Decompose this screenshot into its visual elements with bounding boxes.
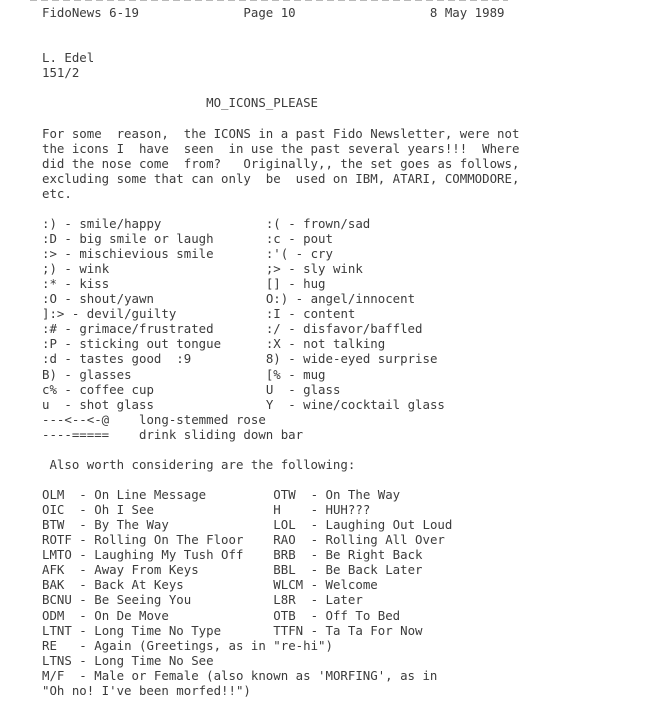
icon-legend [42, 216, 519, 442]
icon-symbol: :) [42, 215, 57, 231]
abbrev-meaning: On Line Message [94, 487, 207, 502]
icon-symbol: :/ [265, 321, 281, 337]
abbrev-meaning: Laughing Out Loud [325, 517, 453, 533]
abbrev-symbol: LMTO [42, 547, 72, 563]
icon-meaning: glass [303, 381, 341, 397]
abbrev-meaning: Be Right Back [325, 547, 423, 563]
icon-meaning: drink sliding down bar [138, 426, 304, 442]
abbrev-row: M/F - Male or Female (also known as 'MORFING', as in [42, 667, 438, 683]
abbrev-symbol: ROTF [42, 532, 72, 548]
abbrev-symbol: BBL [273, 562, 304, 578]
icon-symbol: :'( [265, 246, 289, 261]
icon-row: ]:> - devil/guilty :I - content [42, 306, 356, 322]
icon-symbol: :I [265, 306, 281, 322]
icon-symbol: :P [42, 336, 57, 352]
abbrev-symbol: OTW [273, 487, 304, 502]
page-header-line [42, 5, 519, 20]
icon-row: c% - coffee cup U - glass [42, 381, 341, 397]
abbrev-symbol: M/F [42, 667, 72, 683]
also-heading: Also worth considering are the following: [49, 456, 356, 472]
icon-symbol: Y [265, 396, 281, 412]
abbrev-symbol: RAO [273, 532, 304, 548]
icon-symbol: U [265, 381, 281, 397]
icon-symbol: ---<--<-@ [42, 411, 139, 427]
abbrev-row: RE - Again (Greetings, as in "re-hi") [42, 637, 333, 653]
abbrev-symbol: WLCM [273, 577, 304, 593]
blank-line [42, 201, 519, 216]
abbrev-meaning: Rolling On The Floor [94, 532, 244, 548]
abbrev-meaning: Back At Keys [94, 577, 184, 593]
icon-meaning: tastes good :9 [79, 351, 192, 367]
icon-meaning: angel/innocent [310, 291, 416, 307]
icon-meaning: pout [303, 230, 333, 246]
continuation-line: "Oh no! I've been morfed!!") [42, 682, 251, 698]
abbrev-row: AFK - Away From Keys BBL - Be Back Later [42, 562, 423, 578]
abbrev-symbol: OLM [42, 487, 72, 502]
intro-line: the icons I have seen in use the past several years!!! Where [42, 140, 520, 156]
abbrev-meaning: On De Move [94, 607, 169, 623]
icon-art-row [42, 412, 519, 427]
page-number: Page 10 [243, 5, 296, 20]
blank-line [42, 80, 519, 95]
icon-meaning: long-stemmed rose [138, 411, 266, 427]
icon-meaning: cry [310, 246, 333, 261]
icon-symbol: :* [42, 276, 57, 292]
icon-meaning: devil/guilty [86, 306, 177, 322]
abbrev-meaning: Male or Female (also known as 'MORFING', as in [94, 667, 438, 683]
blank-line [42, 110, 519, 125]
icon-meaning: content [303, 306, 356, 322]
author-line: L. Edel [42, 50, 95, 66]
icon-meaning: smile/happy [79, 215, 162, 231]
blank-line [42, 442, 519, 457]
icon-row: :> - mischievious smile :'( - cry [42, 246, 333, 261]
icon-row: :* - kiss [] - hug [42, 276, 326, 292]
abbrev-row: BTW - By The Way LOL - Laughing Out Loud [42, 517, 453, 533]
abbrev-meaning: Be Back Later [325, 562, 423, 578]
abbrev-meaning: Rolling All Over [325, 532, 445, 548]
icon-meaning: wine/cocktail glass [303, 396, 445, 412]
abbrev-meaning: Again (Greetings, as in "re-hi") [94, 637, 333, 653]
icon-row: B) - glasses [% - mug [42, 366, 326, 382]
abbrev-row: LTNS - Long Time No See [42, 652, 214, 668]
icon-symbol: :X [265, 336, 281, 352]
abbrev-symbol: LTNT [42, 622, 72, 638]
icon-symbol: :D [42, 230, 57, 246]
abbrev-meaning: On The Way [325, 487, 401, 502]
clipped-top-line [30, 0, 508, 1]
icon-meaning: sly wink [303, 261, 363, 277]
abbrev-meaning: By The Way [94, 517, 169, 533]
icon-meaning: grimace/frustrated [79, 321, 214, 337]
icon-meaning: mug [303, 366, 326, 382]
blank-line [42, 20, 519, 35]
icon-meaning: sticking out tongue [79, 336, 222, 352]
abbrev-meaning: Laughing My Tush Off [94, 547, 244, 563]
abbrev-symbol: TTFN [273, 622, 304, 638]
abbrev-meaning: Later [325, 592, 363, 608]
abbrev-row: OLM - On Line Message OTW - On The Way [42, 487, 401, 502]
icon-symbol: :c [265, 230, 281, 246]
abbrev-row: BCNU - Be Seeing You L8R - Later [42, 592, 363, 608]
abbrev-symbol: ODM [42, 607, 72, 623]
abbrev-meaning: Long Time No See [94, 652, 214, 668]
icon-symbol: :> [42, 246, 57, 261]
abbrev-symbol: AFK [42, 562, 72, 578]
abbrev-meaning: Off To Bed [325, 607, 401, 623]
icon-meaning: frown/sad [303, 215, 371, 231]
icon-meaning: coffee cup [79, 381, 154, 397]
blank-line [42, 472, 519, 487]
abbrev-meaning: HUH??? [325, 502, 371, 518]
abbrev-symbol: LTNS [42, 652, 72, 668]
icon-symbol: :# [42, 321, 57, 337]
newsletter-name: FidoNews 6-19 [42, 5, 139, 20]
icon-symbol: [] [265, 276, 281, 292]
abbrev-meaning: Welcome [325, 577, 378, 593]
icon-meaning: wide-eyed surprise [303, 351, 438, 367]
abbrev-meaning: Ta Ta For Now [325, 622, 423, 638]
intro-line: For some reason, the ICONS in a past Fido Newsletter, were not [42, 125, 520, 141]
icon-art-row [42, 427, 519, 442]
icon-row: :O - shout/yawn O:) - angel/innocent [42, 291, 416, 307]
icon-symbol: c% [42, 381, 57, 397]
icon-symbol: B) [42, 366, 57, 382]
icon-meaning: disfavor/baffled [303, 321, 423, 337]
abbrev-row: BAK - Back At Keys WLCM - Welcome [42, 577, 378, 593]
icon-symbol: :( [265, 215, 281, 231]
blank-line [42, 35, 519, 50]
icon-symbol: [% [265, 366, 281, 382]
icon-meaning: kiss [79, 276, 110, 292]
abbrev-row: LMTO - Laughing My Tush Off BRB - Be Right Back [42, 547, 423, 563]
abbrev-symbol: OTB [273, 607, 304, 623]
abbrev-symbol: RE [42, 637, 72, 653]
intro-line: excluding some that can only be used on IBM, ATARI, COMMODORE, [42, 170, 520, 186]
newsletter-page [42, 5, 519, 698]
abbrev-symbol: BTW [42, 517, 72, 533]
icon-row: :D - big smile or laugh :c - pout [42, 230, 333, 246]
icon-row: :P - sticking out tongue :X - not talking [42, 336, 386, 352]
abbrev-symbol: OIC [42, 502, 72, 518]
icon-row: :# - grimace/frustrated :/ - disfavor/baffled [42, 321, 423, 337]
icon-symbol: 8) [265, 351, 281, 367]
abbrev-row: OIC - Oh I See H - HUH??? [42, 502, 371, 518]
abbrev-symbol: BCNU [42, 592, 72, 608]
icon-row: :d - tastes good :9 8) - wide-eyed surprise [42, 351, 438, 367]
icon-symbol: O:) [265, 291, 289, 307]
icon-symbol: ----===== [42, 426, 139, 442]
abbreviation-list [42, 487, 519, 683]
icon-meaning: glasses [79, 366, 132, 382]
icon-row: :) - smile/happy :( - frown/sad [42, 215, 371, 231]
issue-date: 8 May 1989 [429, 5, 505, 20]
icon-symbol: ]:> [42, 306, 65, 322]
icon-meaning: mischievious smile [79, 246, 214, 261]
icon-meaning: shout/yawn [79, 291, 154, 307]
intro-line: did the nose come from? Originally,, the set goes as follows, [42, 155, 520, 171]
abbrev-meaning: Long Time No Type [94, 622, 222, 638]
icon-symbol: ;) [42, 261, 57, 277]
intro-paragraph [42, 126, 519, 201]
abbrev-row: LTNT - Long Time No Type TTFN - Ta Ta For Now [42, 622, 423, 638]
icon-symbol: :O [42, 291, 57, 307]
article-title: MO_ICONS_PLEASE [206, 95, 319, 111]
icon-meaning: big smile or laugh [79, 230, 214, 246]
icon-symbol: u [42, 396, 57, 412]
abbrev-meaning: Be Seeing You [94, 592, 192, 608]
abbrev-row: ODM - On De Move OTB - Off To Bed [42, 607, 401, 623]
abbrev-symbol: BRB [273, 547, 304, 563]
icon-row: ;) - wink ;> - sly wink [42, 261, 363, 277]
abbrev-row: ROTF - Rolling On The Floor RAO - Rolling All Over [42, 532, 445, 548]
icon-row: u - shot glass Y - wine/cocktail glass [42, 396, 445, 412]
icon-meaning: shot glass [79, 396, 154, 412]
icon-meaning: hug [303, 276, 326, 292]
abbrev-symbol: LOL [273, 517, 304, 533]
icon-symbol: ;> [265, 261, 281, 277]
icon-meaning: not talking [303, 336, 386, 352]
icon-meaning: wink [79, 261, 110, 277]
node-line: 151/2 [42, 65, 80, 81]
abbrev-meaning: Away From Keys [94, 562, 199, 578]
abbrev-meaning: Oh I See [94, 502, 154, 518]
abbrev-symbol: L8R [273, 592, 304, 608]
abbrev-symbol: H [273, 502, 304, 518]
intro-line: etc. [42, 185, 72, 201]
icon-symbol: :d [42, 351, 57, 367]
abbrev-symbol: BAK [42, 577, 72, 593]
